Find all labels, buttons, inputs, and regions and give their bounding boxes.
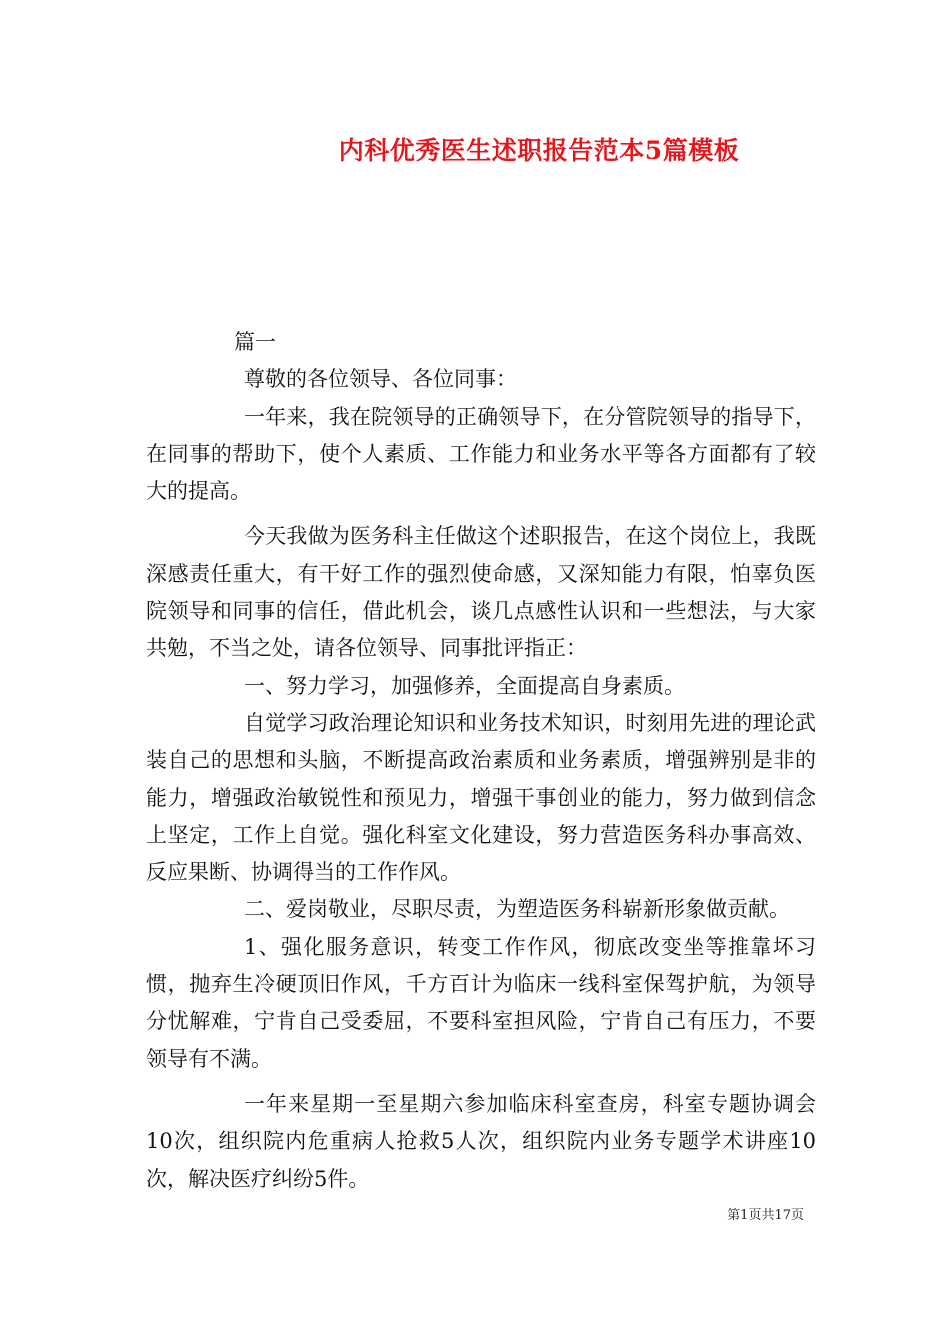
paragraph-greeting: 尊敬的各位领导、各位同事： — [244, 367, 517, 392]
document-body — [146, 324, 816, 1198]
page-indicator: 第1页共17页 — [727, 1208, 804, 1223]
paragraph-service: 1、强化服务意识，转变工作作风，彻底改变坐等推靠坏习惯，抛弃生冷硬顶旧作风，千方百计为临床一线科室保驾护航，为领导分忧解难，宁肯自己受委屈，不要科室担风险，宁肯自己有压力，不要领导有不满。 — [146, 934, 816, 1071]
paragraph-report-context: 今天我做为医务科主任做这个述职报告，在这个岗位上，我既深感责任重大，有干好工作的强烈使命感，又深知能力有限，怕辜负医院领导和同事的信任，借此机会，谈几点感性认识和一些想法，与大家共勉，不当之处，请各位领导、同事批评指正： — [146, 524, 816, 661]
paragraph-study: 自觉学习政治理论知识和业务技术知识，时刻用先进的理论武装自己的思想和头脑，不断提高政治素质和业务素质，增强辨别是非的能力，增强政治敏锐性和预见力，增强干事创业的能力，努力做到信念上坚定，工作上自觉。强化科室文化建设，努力营造医务科办事高效、反应果断、协调得当的工作作风。 — [146, 710, 816, 885]
paragraph-statistics: 一年来星期一至星期六参加临床科室查房，科室专题协调会10次，组织院内危重病人抢救5人次，组织院内业务专题学术讲座10次，解决医疗纠纷5件。 — [146, 1091, 816, 1191]
heading-study: 一、努力学习，加强修养，全面提高自身素质。 — [244, 673, 685, 698]
document-title: 内科优秀医生述职报告范本5篇模板 — [338, 136, 740, 165]
heading-dedication: 二、爱岗敬业，尽职尽责，为塑造医务科崭新形象做贡献。 — [244, 897, 790, 922]
section-label: 篇一 — [234, 330, 276, 354]
paragraph-intro: 一年来，我在院领导的正确领导下，在分管院领导的指导下，在同事的帮助下，使个人素质、工作能力和业务水平等各方面都有了较大的提高。 — [146, 404, 816, 504]
